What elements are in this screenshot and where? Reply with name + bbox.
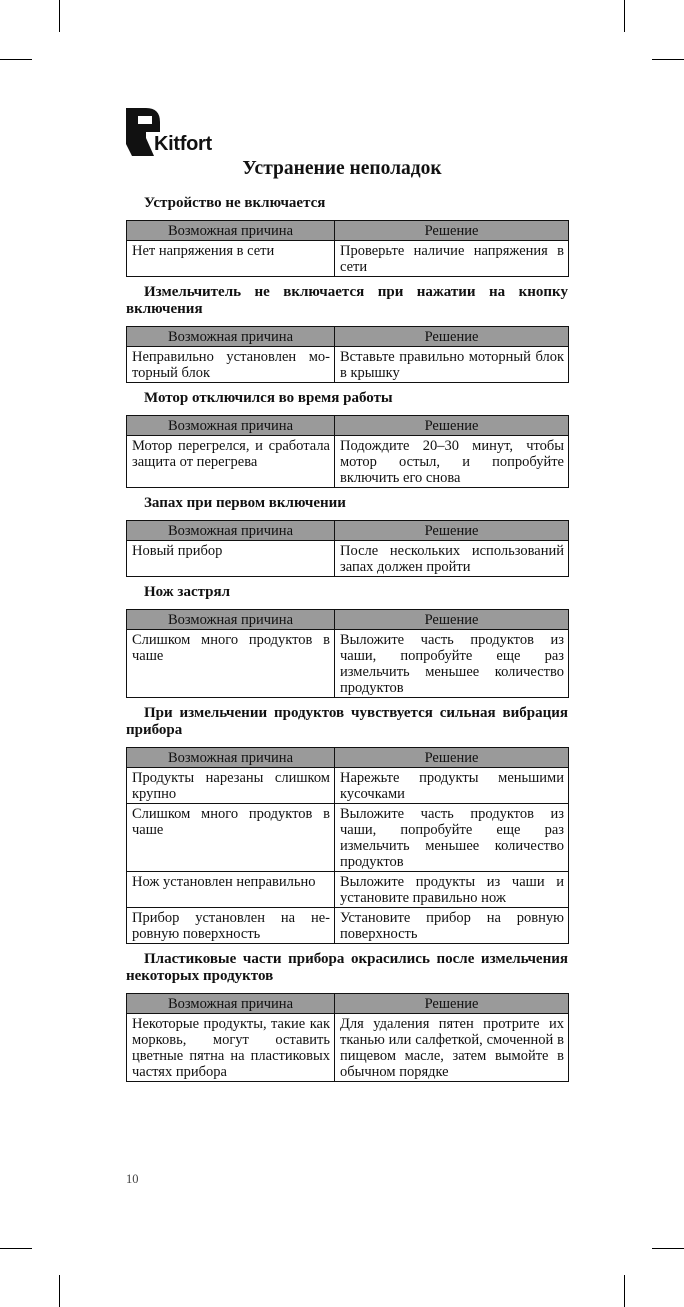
crop-mark bbox=[59, 0, 60, 32]
troubleshooting-content bbox=[126, 195, 568, 1089]
troubleshooting-section bbox=[126, 705, 568, 944]
troubleshooting-section bbox=[126, 390, 568, 488]
table-row bbox=[127, 908, 569, 944]
header-cause: Возможная причина bbox=[127, 521, 335, 541]
page-title: Устранение неполадок bbox=[242, 158, 442, 179]
header-cause: Возможная причина bbox=[127, 416, 335, 436]
troubleshooting-table bbox=[126, 520, 569, 577]
cause-cell: Нет напряжения в сети bbox=[127, 241, 335, 277]
table-row bbox=[127, 630, 569, 698]
table-row bbox=[127, 872, 569, 908]
crop-mark bbox=[652, 59, 684, 60]
cause-cell: Неправильно установлен моторный блок bbox=[127, 347, 335, 383]
troubleshooting-table bbox=[126, 747, 569, 944]
section-title: Устройство не включается bbox=[144, 195, 326, 211]
header-cause: Возможная причина bbox=[127, 748, 335, 768]
solution-cell: Установите прибор на ровную поверхность bbox=[335, 908, 569, 944]
table-row bbox=[127, 436, 569, 488]
solution-cell: Нарежьте продукты меньшими кусочками bbox=[335, 768, 569, 804]
troubleshooting-table bbox=[126, 415, 569, 488]
header-solution: Решение bbox=[335, 521, 569, 541]
cause-cell: Новый прибор bbox=[127, 541, 335, 577]
cause-cell: Некоторые продукты, такие как морковь, могут оставить цветные пятна на пластиковых частях прибора bbox=[127, 1014, 335, 1082]
crop-mark bbox=[624, 0, 625, 32]
troubleshooting-table bbox=[126, 993, 569, 1082]
section-title: Нож застрял bbox=[144, 584, 231, 600]
solution-cell: Для удаления пятен протрите их тканью или салфеткой, смоченной в пищевом масле, затем вымойте в обычном порядке bbox=[335, 1014, 569, 1082]
solution-cell: Выложите продукты из чаши и установите правильно нож bbox=[335, 872, 569, 908]
troubleshooting-section bbox=[126, 584, 568, 698]
section-title: При измельчении продуктов чувствуется сильная вибрация прибора bbox=[126, 705, 568, 738]
troubleshooting-table bbox=[126, 220, 569, 277]
header-cause: Возможная причина bbox=[127, 994, 335, 1014]
table-row bbox=[127, 768, 569, 804]
header-solution: Решение bbox=[335, 327, 569, 347]
solution-cell: Выложите часть продуктов из чаши, попробуйте еще раз измельчить меньшее количество продуктов bbox=[335, 630, 569, 698]
solution-cell: После нескольких использований запах должен пройти bbox=[335, 541, 569, 577]
troubleshooting-section bbox=[126, 284, 568, 383]
table-header-row bbox=[127, 416, 569, 436]
troubleshooting-table bbox=[126, 609, 569, 698]
cause-cell: Слишком много продуктов в чаше bbox=[127, 804, 335, 872]
crop-mark bbox=[624, 1275, 625, 1307]
section-title: Мотор отключился во время работы bbox=[144, 390, 393, 406]
table-row bbox=[127, 804, 569, 872]
solution-cell: Проверьте наличие напряжения в сети bbox=[335, 241, 569, 277]
table-row bbox=[127, 541, 569, 577]
table-row bbox=[127, 1014, 569, 1082]
page-number: 10 bbox=[126, 1172, 139, 1186]
header-solution: Решение bbox=[335, 416, 569, 436]
header-solution: Решение bbox=[335, 994, 569, 1014]
brand-name: Kitfort bbox=[154, 133, 212, 155]
solution-cell: Выложите часть продуктов из чаши, попробуйте еще раз измельчить меньшее количество продуктов bbox=[335, 804, 569, 872]
table-header-row bbox=[127, 994, 569, 1014]
troubleshooting-section bbox=[126, 195, 568, 277]
troubleshooting-section bbox=[126, 951, 568, 1082]
solution-cell: Подождите 20–30 минут, чтобы мотор остыл, и попробуйте включить его снова bbox=[335, 436, 569, 488]
table-header-row bbox=[127, 327, 569, 347]
table-row bbox=[127, 347, 569, 383]
table-row bbox=[127, 241, 569, 277]
crop-mark bbox=[0, 1248, 32, 1249]
header-solution: Решение bbox=[335, 610, 569, 630]
header-solution: Решение bbox=[335, 748, 569, 768]
section-title: Пластиковые части прибора окрасились после измельчения некоторых продуктов bbox=[126, 951, 568, 984]
solution-cell: Вставьте правильно моторный блок в крышку bbox=[335, 347, 569, 383]
troubleshooting-table bbox=[126, 326, 569, 383]
cause-cell: Прибор установлен на неровную поверхность bbox=[127, 908, 335, 944]
cause-cell: Слишком много продуктов в чаше bbox=[127, 630, 335, 698]
section-title: Измельчитель не включается при нажатии на кнопку включения bbox=[126, 284, 568, 317]
header-solution: Решение bbox=[335, 221, 569, 241]
table-header-row bbox=[127, 748, 569, 768]
cause-cell: Нож установлен неправильно bbox=[127, 872, 335, 908]
crop-mark bbox=[0, 59, 32, 60]
brand-logo bbox=[126, 108, 246, 158]
table-header-row bbox=[127, 221, 569, 241]
table-header-row bbox=[127, 610, 569, 630]
cause-cell: Продукты нарезаны слишком крупно bbox=[127, 768, 335, 804]
cause-cell: Мотор перегрелся, и сработала защита от перегрева bbox=[127, 436, 335, 488]
troubleshooting-section bbox=[126, 495, 568, 577]
header-cause: Возможная причина bbox=[127, 610, 335, 630]
crop-mark bbox=[59, 1275, 60, 1307]
section-title: Запах при первом включении bbox=[144, 495, 346, 511]
header-cause: Возможная причина bbox=[127, 221, 335, 241]
table-header-row bbox=[127, 521, 569, 541]
header-cause: Возможная причина bbox=[127, 327, 335, 347]
crop-mark bbox=[652, 1248, 684, 1249]
